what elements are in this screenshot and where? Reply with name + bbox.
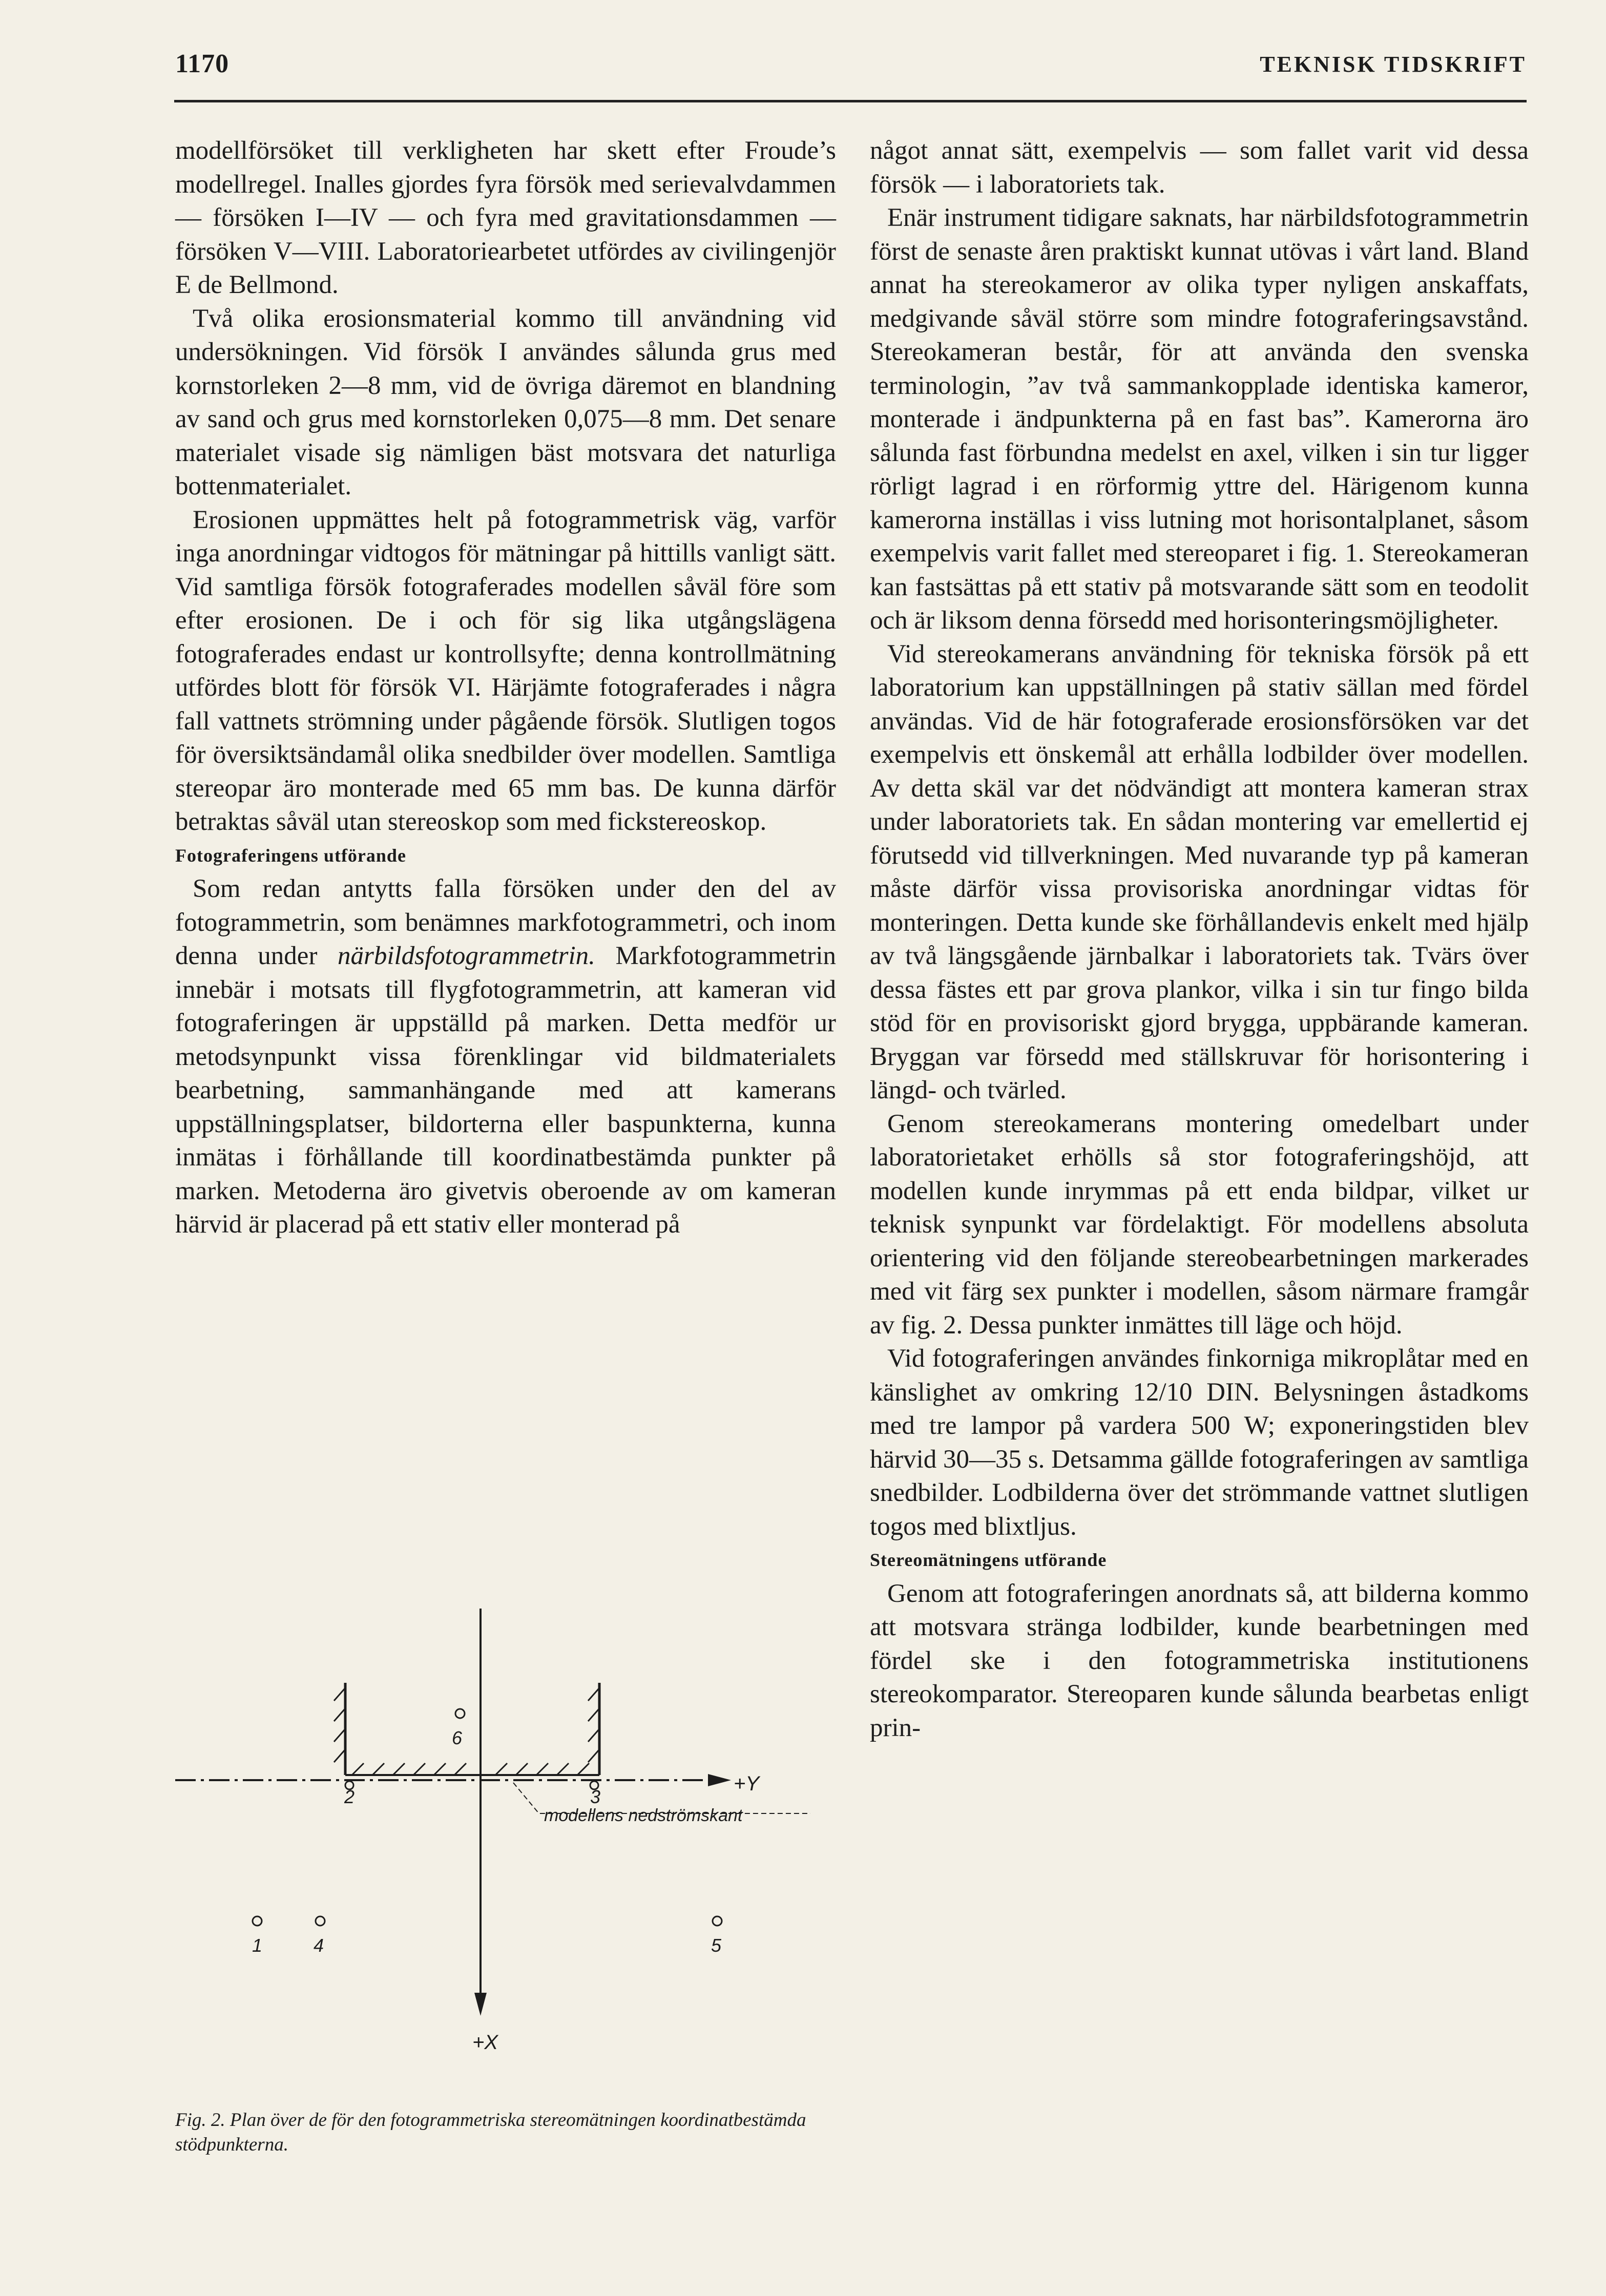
- control-point-4: [314, 1916, 325, 1956]
- section-heading-fotografering: Fotograferingens utförande: [175, 845, 406, 866]
- control-point-1: [252, 1916, 262, 1956]
- svg-text:4: 4: [314, 1935, 324, 1956]
- control-point-6: [452, 1709, 465, 1748]
- header-rule: [174, 100, 1527, 102]
- left-paragraph-3: Erosionen uppmättes helt på fotogrammetrisk väg, varför inga anordningar vidtogos för mätningar på hittills vanligt sätt. Vid samtliga försök fotograferades modellen såväl före som efter erosionen. De i och för sig lika utgångslägena fotograferades endast ur kontrollsyfte; denna kontrollmätning utfördes blott för försök VI. Härjämte fotograferades i några fall vattnets strömning under pågående försök. Slutligen togos för översiktsändamål olika snedbilder över modellen. Samtliga stereopar äro monterade med 65 mm bas. De kunna därför betraktas såväl utan stereoskop som med fickstereoskop.: [175, 505, 836, 836]
- right-paragraph-4: Genom stereokamerans montering omedelbart under laboratorietaket erhölls så stor fotograferingshöjd, att modellen kunde inrymmas på ett enda bildpar, vilket ur teknisk synpunkt var fördelaktigt. För modellens absoluta orientering vid den följande stereobearbetningen markerades med vit färg sex punkter i modellen, såsom närmare framgår av fig. 2. Dessa punkter inmättes till läge och höjd.: [870, 1109, 1529, 1340]
- control-point-2: [344, 1781, 354, 1807]
- right-paragraph-2: Enär instrument tidigare saknats, har närbildsfotogrammetrin först de senaste åren praktiskt kunnat utövas i vårt land. Bland annat ha stereokameror av olika typer nyligen anskaffats, medgivande såväl större som mindre fotograferingsavstånd. Stereokameran består, för att använda den svenska terminologin, ”av två sammankopplade identiska kameror, monterade i ändpunkterna på en fast bas”. Kamerorna äro sålunda fast förbundna medelst en axel, vilken i sin tur ligger rörligt lagrad i en rörformig yttre del. Härigenom kunna kamerorna inställas i viss lutning mot horisontalplanet, såsom exempelvis varit fallet med stereoparet i fig. 1. Stereokameran kan fastsättas på ett stativ på motsvarande sätt som en teodolit och är liksom denna försedd med horisonteringsmöjligheter.: [870, 203, 1529, 635]
- flow-edge-label: modellens nedströmskant: [544, 1806, 743, 1825]
- left-paragraph-1: modellförsöket till verkligheten har skett efter Froude’s modellregel. Inalles gjordes fyra försök med serievalvdammen — försöken I—IV — och fyra med gravitationsdammen — försöken V—VIII. Laboratoriearbetet utfördes av civilingenjör E de Bellmond.: [175, 136, 836, 299]
- figure-2-svg: [175, 1598, 836, 2111]
- svg-text:3: 3: [590, 1786, 601, 1807]
- figure-caption: Fig. 2. Plan över de för den fotogrammetriska stereomätningen koordinatbestämda stödpunkterna.: [175, 2110, 806, 2155]
- journal-title: TEKNISK TIDSKRIFT: [1260, 52, 1527, 77]
- svg-text:2: 2: [344, 1786, 355, 1807]
- left-paragraph-4-start: Som redan antytts falla försöken under den del av fotogrammetrin, som benämnes markfotogrammetri, och inom denna under: [175, 874, 836, 970]
- dam-hatching: [334, 1688, 599, 1775]
- control-point-5: [711, 1916, 722, 1956]
- control-point-3: [590, 1781, 600, 1807]
- right-paragraph-3: Vid stereokamerans användning för tekniska försök på ett laboratorium kan uppställningen på stativ sällan med fördel användas. Vid de här fotograferade erosionsförsöken var det exempelvis ett önskemål att erhålla lodbilder över modellen. Av detta skäl var det nödvändigt att montera kameran strax under laboratoriets tak. En sådan montering var emellertid ej förutsedd vid tillverkningen. Med nuvarande typ på kameran måste därför vissa provisoriska anordningar vidtas för monteringen. Detta kunde ske förhållandevis enkelt med hjälp av två längsgående järnbalkar i laboratoriets tak. Tvärs över dessa fästes ett par grova plankor, vilka i sin tur fingo bilda stöd för en provisoriskt gjord brygga, uppbärande kameran. Bryggan var försedd med ställskruvar för horisontering i längd- och tvärled.: [870, 639, 1529, 1104]
- left-paragraph-4-italic: närbildsfotogrammetrin.: [337, 942, 595, 970]
- right-paragraph-1: något annat sätt, exempelvis — som fallet varit vid dessa försök — i laboratoriets tak.: [870, 136, 1529, 199]
- page-number: 1170: [175, 49, 230, 78]
- x-axis-label: +X: [472, 2031, 498, 2054]
- right-paragraph-6: Genom att fotograferingen anordnats så, att bilderna kommo att motsvara stränga lodbilder, kunde bearbetningen med fördel ske i den fotogrammetriska institutionens stereokomparator. Stereoparen kunde sålunda bearbetas enligt prin-: [870, 1579, 1529, 1742]
- svg-text:6: 6: [452, 1727, 463, 1748]
- left-paragraph-2: Två olika erosionsmaterial kommo till användning vid undersökningen. Vid försök I användes sålunda grus med kornstorleken 2—8 mm, vid de övriga däremot en blandning av sand och grus med kornstorleken 0,075—8 mm. Det senare materialet visade sig nämligen bäst motsvara det naturliga bottenmaterialet.: [175, 304, 836, 500]
- section-heading-stereomatning: Stereomätningens utförande: [870, 1550, 1107, 1570]
- svg-text:5: 5: [711, 1935, 722, 1956]
- figure-2-diagram: [175, 1598, 836, 2111]
- left-column: [175, 134, 836, 1242]
- left-paragraph-4: [175, 872, 836, 1242]
- svg-text:1: 1: [252, 1935, 263, 1956]
- y-axis-label: +Y: [734, 1772, 760, 1795]
- x-axis-arrow: [474, 1993, 487, 2016]
- left-paragraph-4-end: Markfotogrammetrin innebär i motsats till flygfotogrammetrin, att kameran vid fotograferingen är uppställd på marken. Detta medför ur metodsynpunkt vissa förenklingar vid bildmaterialets bearbetning, sammanhängande med att kamerans uppställningsplatser, bildorterna eller baspunkterna, kunna inmätas i förhållande till koordinatbestämda punkter på marken. Metoderna äro givetvis oberoende av om kameran härvid är placerad på ett stativ eller monterad på: [175, 942, 836, 1239]
- right-paragraph-5: Vid fotograferingen användes finkorniga mikroplåtar med en känslighet av omkring 12/10 DIN. Belysningen åstadkoms med tre lampor på vardera 500 W; exponeringstiden blev härvid 30—35 s. Detsamma gällde fotograferingen av samtliga snedbilder. Lodbilderna över det strömmande vattnet slutligen togos med blixtljus.: [870, 1344, 1529, 1541]
- y-axis-arrow: [708, 1774, 731, 1786]
- right-column: [870, 134, 1529, 1745]
